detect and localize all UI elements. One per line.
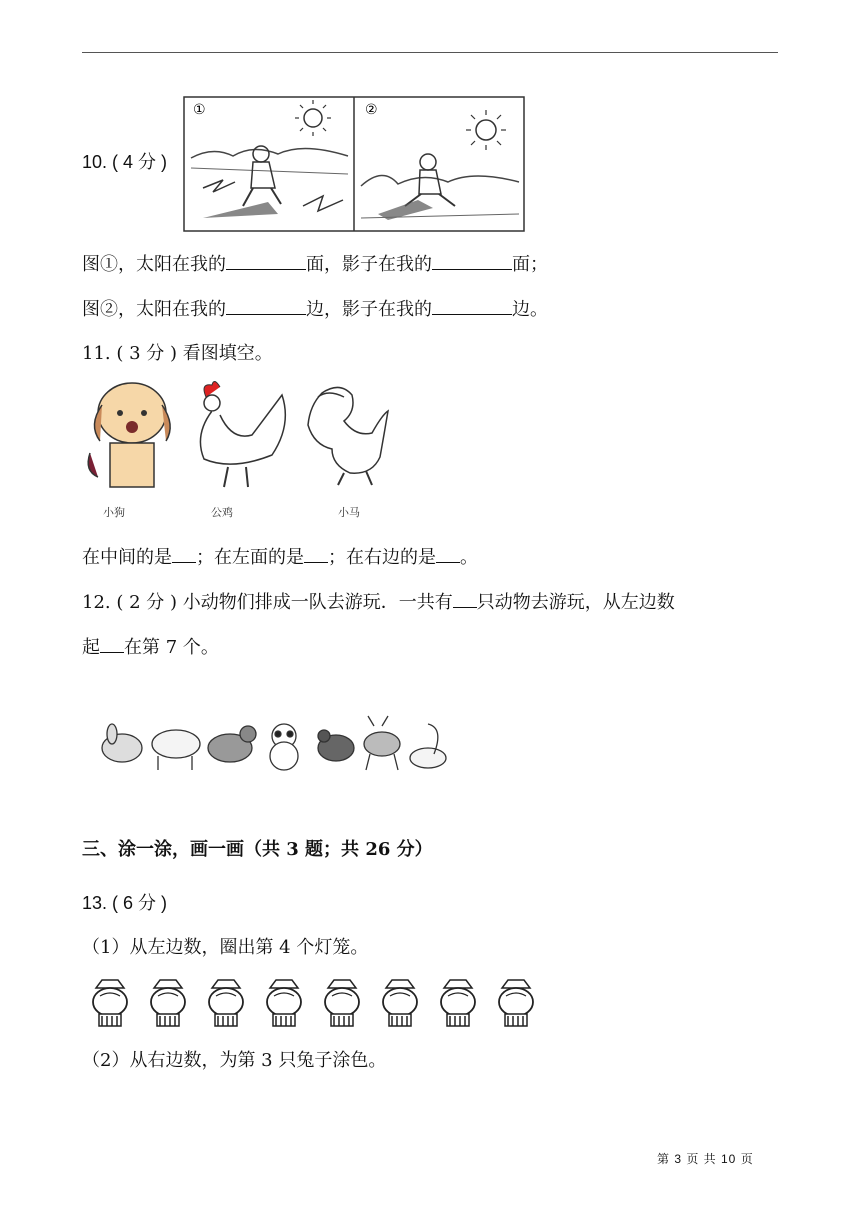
lantern-icon[interactable] xyxy=(151,980,185,1026)
q13-sub2: （2）从右边数，为第 3 只兔子涂色。 xyxy=(82,1050,387,1071)
q10-line2: 图②，太阳在我的 边，影子在我的 边。 xyxy=(82,296,548,322)
cat-icon xyxy=(208,726,256,762)
blank-9[interactable] xyxy=(100,634,124,653)
q12-animal-queue-figure xyxy=(98,714,450,774)
swan-icon xyxy=(410,724,446,768)
lantern-icon[interactable] xyxy=(383,980,417,1026)
q10-sun-shadow-figure xyxy=(183,96,525,232)
blank-2[interactable] xyxy=(432,251,512,270)
q10-line1: 图①，太阳在我的 面，影子在我的 面； xyxy=(82,251,548,277)
dog-icon xyxy=(152,730,200,770)
lantern-icon[interactable] xyxy=(441,980,475,1026)
q11-animals-figure xyxy=(82,375,402,495)
page-footer: 第 3 页 共 10 页 xyxy=(657,1152,754,1166)
lantern-icon[interactable] xyxy=(267,980,301,1026)
lantern-row xyxy=(92,976,552,1032)
caption-horse: 小马 xyxy=(338,507,360,519)
section3-title: 三、涂一涂，画一画（共 3 题；共 26 分） xyxy=(82,839,433,860)
caption-puppy: 小狗 xyxy=(103,507,125,519)
rooster-icon xyxy=(200,381,285,487)
q13-label: 13. ( 6 分 ) xyxy=(82,893,168,913)
q13-sub1: （1）从左边数，圈出第 4 个灯笼。 xyxy=(82,937,369,958)
panda-icon xyxy=(270,724,298,770)
blank-1[interactable] xyxy=(226,251,306,270)
lantern-icon[interactable] xyxy=(325,980,359,1026)
header-rule xyxy=(82,52,778,53)
q12-line2: 起 在第 7 个。 xyxy=(82,634,219,660)
q11-label: 11. ( 3 分 ) 看图填空。 xyxy=(82,343,273,364)
panel1-mark: ① xyxy=(193,102,206,118)
rabbit-icon xyxy=(102,724,142,762)
q11-fill-line: 在中间的是 ；在左面的是 ；在右边的是 。 xyxy=(82,544,478,570)
lantern-icon[interactable] xyxy=(209,980,243,1026)
mouse-icon xyxy=(318,730,354,761)
lantern-icon[interactable] xyxy=(499,980,533,1026)
blank-4[interactable] xyxy=(432,296,512,315)
panel2-mark: ② xyxy=(365,102,378,118)
blank-6[interactable] xyxy=(304,544,328,563)
blank-3[interactable] xyxy=(226,296,306,315)
blank-7[interactable] xyxy=(436,544,460,563)
q10-label: 10. ( 4 分 ) xyxy=(82,152,168,172)
caption-rooster: 公鸡 xyxy=(211,507,233,519)
deer-icon xyxy=(364,716,400,770)
q12-line1: 12. ( 2 分 ) 小动物们排成一队去游玩．一共有 只动物去游玩，从左边数 xyxy=(82,589,675,615)
horse-icon xyxy=(308,387,388,485)
lantern-icon[interactable] xyxy=(93,980,127,1026)
blank-5[interactable] xyxy=(172,544,196,563)
puppy-icon xyxy=(88,383,170,487)
blank-8[interactable] xyxy=(453,589,477,608)
